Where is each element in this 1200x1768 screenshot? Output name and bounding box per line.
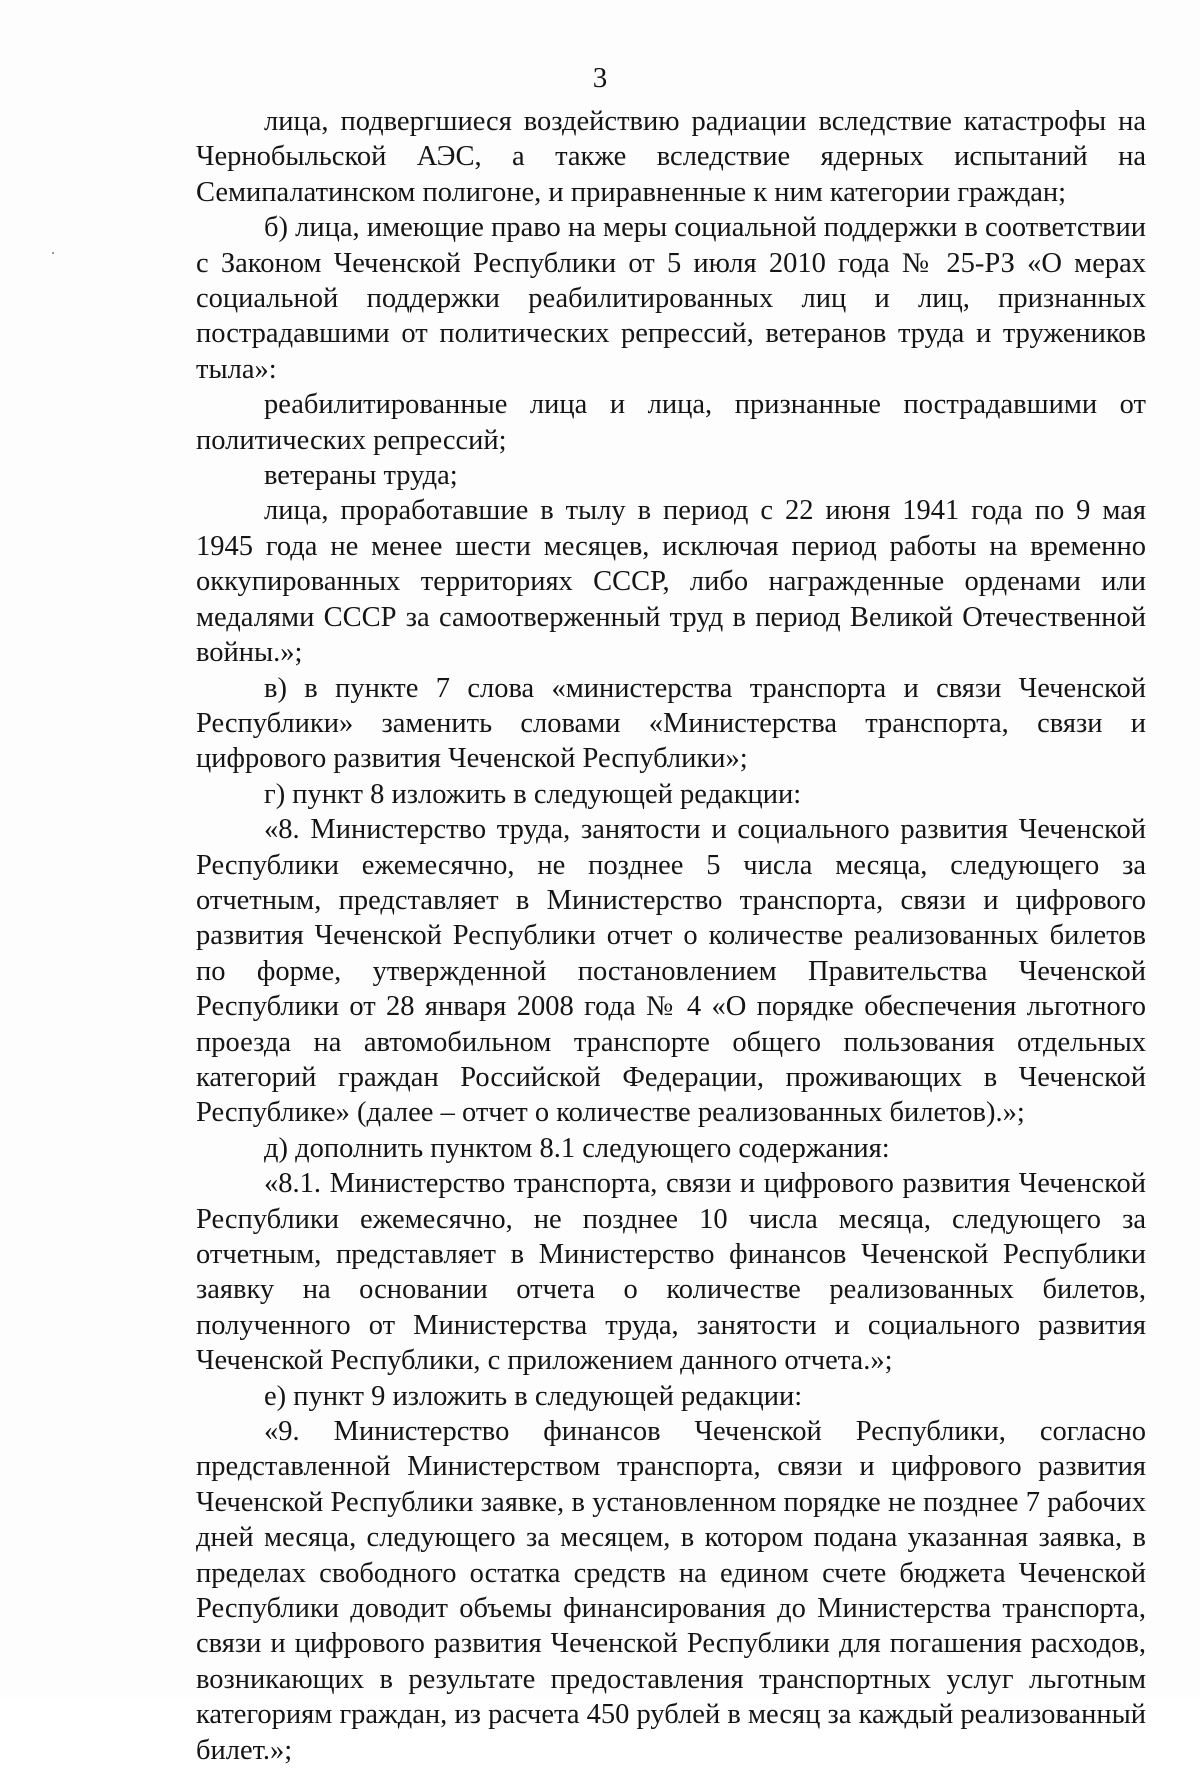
paragraph-point-8-text: «8. Министерство труда, занятости и социального развития Чеченской Республики ежемесячно, не позднее 5 числа месяца, следующего за отчетным, представляет в Министерство транспорта, связи и цифрового развития Чеченской Республики отчет о количестве реализованных билетов по форме, утвержденной постановлением Правительства Чеченской Республики от 28 января 2008 года № 4 «О порядке обеспечения льготного проезда на автомобильном транспорте общего пользования отдельных категорий граждан Российской Федерации, проживающих в Чеченской Республике» (далее – отчет о количестве реализованных билетов).»; bbox=[196, 814, 1146, 1129]
paragraph-chernobyl: лица, подвергшиеся воздействию радиации вследствие катастрофы на Чернобыльской АЭС, а также вследствие ядерных испытаний на Семипалатинском полигоне, и приравненные к ним категории граждан; bbox=[196, 106, 1146, 208]
paragraph-point-8-1-text: «8.1. Министерство транспорта, связи и цифрового развития Чеченской Республики ежемесячно, не позднее 10 числа месяца, следующего за отчетным, представляет в Министерство финансов Чеченской Республики заявку на основании отчета о количестве реализованных билетов, полученного от Министерства труда, занятости и социального развития Чеченской Республики, с приложением данного отчета.»; bbox=[196, 1168, 1146, 1377]
page-number: 3 bbox=[592, 62, 608, 94]
paragraph-b-law-reference: б) лица, имеющие право на меры социальной поддержки в соответствии с Законом Чеченской Республики от 5 июля 2010 года № 25-РЗ «О мерах социальной поддержки реабилитированных лиц и лиц, признанных пострадавшими от политических репрессий, ветеранов труда и тружеников тыла»: bbox=[196, 212, 1146, 385]
paragraph-point-9-text: «9. Министерство финансов Чеченской Республики, согласно представленной Министерством транспорта, связи и цифрового развития Чеченской Республики заявке, в установленном порядке не позднее 7 рабочих дней месяца, следующего за месяцем, в котором подана указанная заявка, в пределах свободного остатка средств на едином счете бюджета Чеченской Республики доводит объемы финансирования до Министерства транспорта, связи и цифрового развития Чеченской Республики для погашения расходов, возникающих в результате предоставления транспортных услуг льготным категориям граждан, из расчета 450 рублей в месяц за каждый реализованный билет.»; bbox=[196, 1416, 1146, 1766]
paragraph-labor-veterans: ветераны труда; bbox=[264, 460, 458, 492]
paragraph-g-point-8: г) пункт 8 изложить в следующей редакции: bbox=[264, 778, 802, 810]
paragraph-v-point-7: в) в пункте 7 слова «министерства транспорта и связи Чеченской Республики» заменить словами «Министерства транспорта, связи и цифрового развития Чеченской Республики»; bbox=[196, 672, 1146, 775]
paragraph-rehabilitated: реабилитированные лица и лица, признанные пострадавшими от политических репрессий; bbox=[196, 389, 1146, 456]
scan-speck bbox=[52, 252, 54, 254]
paragraph-home-front: лица, проработавшие в тылу в период с 22 июня 1941 года по 9 мая 1945 года не менее шести месяцев, исключая период работы на временно оккупированных территориях СССР, либо награжденные орденами или медалями СССР за самоотверженный труд в период Великой Отечественной войны.»; bbox=[196, 495, 1146, 669]
paragraph-d-point-8-1: д) дополнить пунктом 8.1 следующего содержания: bbox=[264, 1132, 890, 1164]
paragraph-e-point-9: е) пункт 9 изложить в следующей редакции: bbox=[264, 1380, 803, 1412]
document-body bbox=[196, 104, 1146, 1768]
